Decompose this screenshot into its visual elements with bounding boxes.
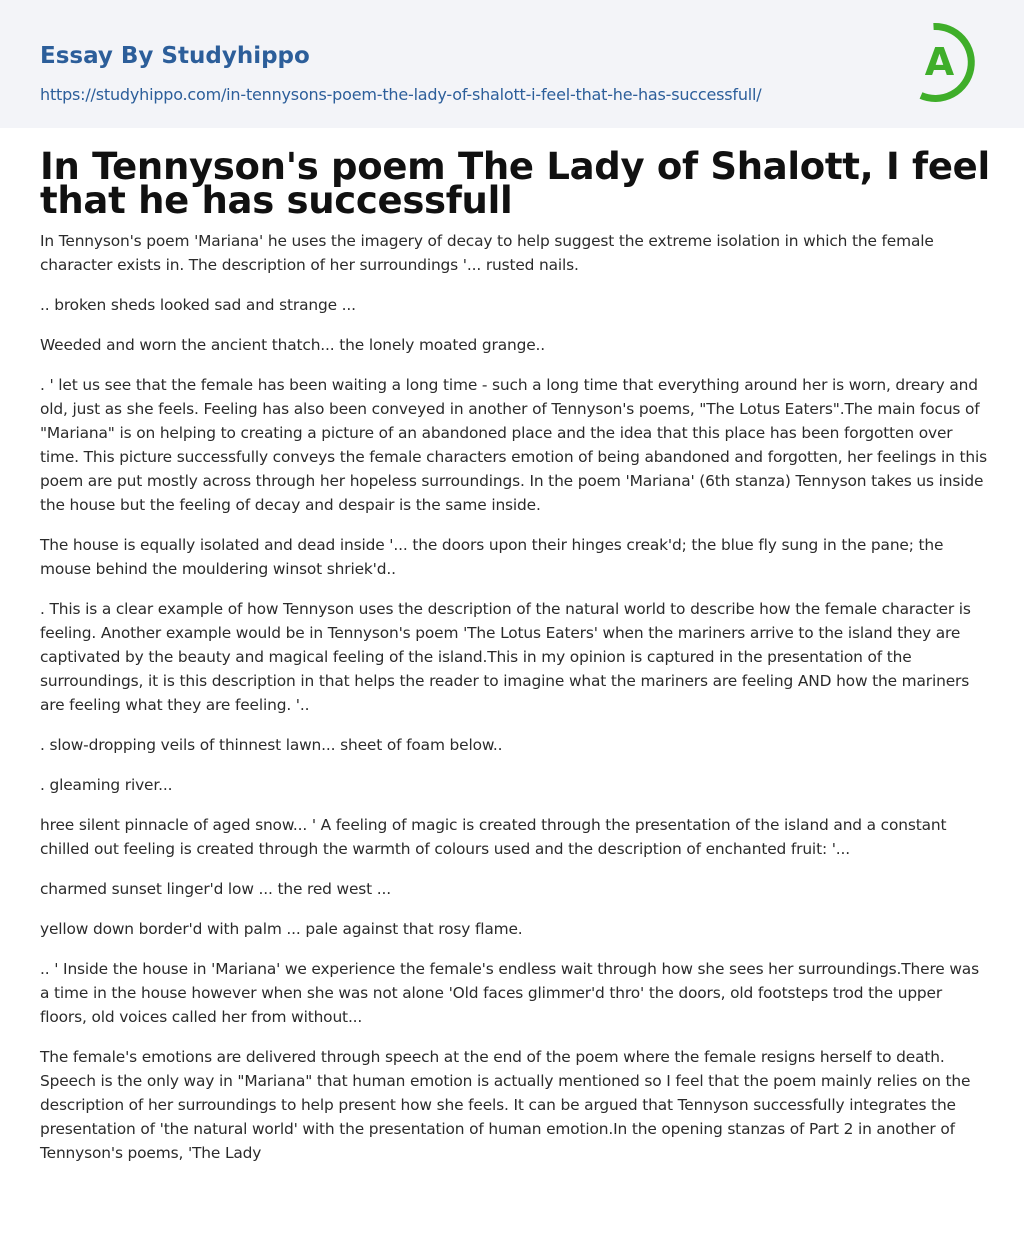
essay-paragraph: yellow down border'd with palm ... pale against that rosy flame. [40, 920, 523, 938]
essay-paragraph: The house is equally isolated and dead inside '... the doors upon their hinges creak'd; the blue fly sung in the pane; the mouse behind the mouldering winsot shriek'd.. [40, 536, 944, 578]
essay-paragraph: Weeded and worn the ancient thatch... the lonely moated grange.. [40, 336, 546, 354]
essay-paragraph: . gleaming river... [40, 776, 173, 794]
essay-paragraph: charmed sunset linger'd low ... the red west ... [40, 880, 392, 898]
essay-paragraph: In Tennyson's poem 'Mariana' he uses the imagery of decay to help suggest the extreme isolation in which the female character exists in. The description of her surroundings '... rusted nails. [40, 232, 934, 274]
header-bar [0, 0, 1024, 128]
essay-title: In Tennyson's poem The Lady of Shalott, I feel that he has successfull [40, 145, 990, 222]
essay-paragraph: The female's emotions are delivered through speech at the end of the poem where the female resigns herself to death. Speech is the only way in "Mariana" that human emotion is actually mentioned so I feel that the poem mainly relies on the description of her surroundings to help present how she feels. It can be argued that Tennyson successfully integrates the presentation of 'the natural world' with the presentation of human emotion.In the opening stanzas of Part 2 in another of Tennyson's poems, 'The Lady [40, 1048, 971, 1162]
essay-paragraph: . ' let us see that the female has been waiting a long time - such a long time that everything around her is worn, dreary and old, just as she feels. Feeling has also been conveyed in another of Tennyson's poems, "The Lotus Eaters".The main focus of "Mariana" is on helping to creating a picture of an abandoned place and the idea that this place has been forgotten over time. This picture successfully conveys the female characters emotion of being abandoned and forgotten, her feelings in this poem are put mostly across through her hopeless surroundings. In the poem 'Mariana' (6th stanza) Tennyson takes us inside the house but the feeling of decay and despair is the same inside. [40, 376, 987, 514]
studyhippo-logo-icon[interactable] [912, 19, 986, 107]
source-url-link[interactable]: https://studyhippo.com/in-tennysons-poem-the-lady-of-shalott-i-feel-that-he-has-successfull/ [40, 85, 762, 104]
essay-paragraph: . slow-dropping veils of thinnest lawn... sheet of foam below.. [40, 736, 503, 754]
essay-paragraph: .. ' Inside the house in 'Mariana' we experience the female's endless wait through how she sees her surroundings.There was a time in the house however when she was not alone 'Old faces glimmer'd thro' the doors, old footsteps trod the upper floors, old voices called her from without... [40, 960, 979, 1026]
essay-paragraph: .. broken sheds looked sad and strange ... [40, 296, 356, 314]
site-brand[interactable]: Essay By Studyhippo [40, 43, 310, 69]
essay-paragraph: hree silent pinnacle of aged snow... ' A feeling of magic is created through the presentation of the island and a constant chilled out feeling is created through the warmth of colours used and the description of enchanted fruit: '... [40, 816, 947, 858]
essay-body [40, 229, 988, 1181]
logo-letter: A [924, 40, 955, 84]
essay-paragraph: . This is a clear example of how Tennyson uses the description of the natural world to describe how the female character is feeling. Another example would be in Tennyson's poem 'The Lotus Eaters' when the mariners arrive to the island they are captivated by the beauty and magical feeling of the island.This in my opinion is captured in the presentation of the surroundings, it is this description in that helps the reader to imagine what the mariners are feeling AND how the mariners are feeling what they are feeling. '.. [40, 600, 971, 714]
